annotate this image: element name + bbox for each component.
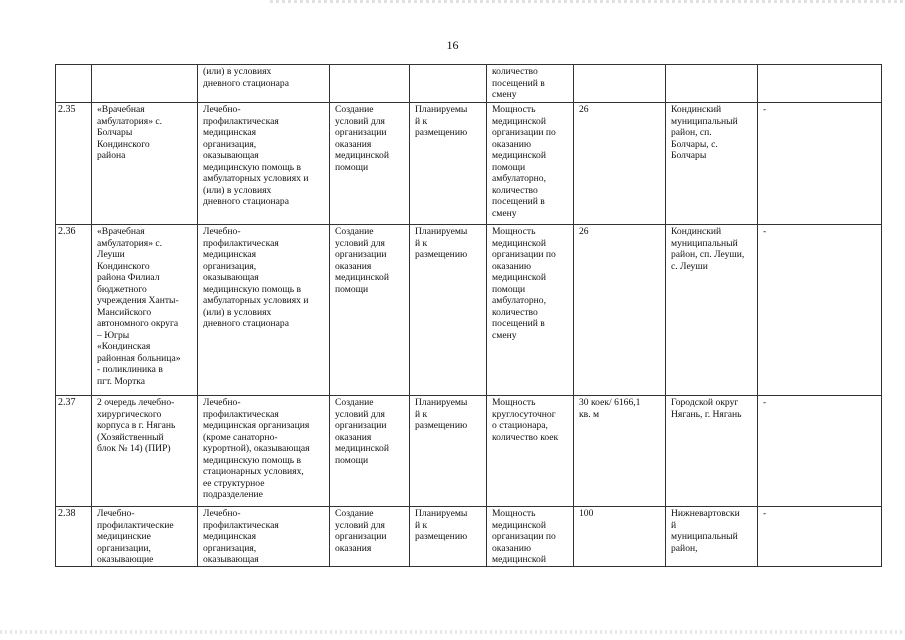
cell-status [410,65,487,103]
cell-purpose: Лечебно- профилактическая медицинская организация (кроме санаторно- курортной), оказывающая медицинскую помощь в стационарных условиях, ее структурное подразделение [198,396,330,507]
cell-zones: - [758,225,882,396]
cell-purpose: (или) в условиях дневного стационара [198,65,330,103]
cell-goal: Создание условий для организации оказания [330,507,410,567]
cell-goal [330,65,410,103]
table-row [56,225,882,396]
cell-location: Городской округ Нягань, г. Нягань [666,396,758,507]
cell-name: «Врачебная амбулатория» с. Болчары Кондинского района [92,103,198,225]
cell-purpose: Лечебно- профилактическая медицинская организация, оказывающая [198,507,330,567]
table-row-continuation [56,65,882,103]
cell-goal: Создание условий для организации оказания медицинской помощи [330,103,410,225]
cell-num: 2.36 [56,225,92,396]
table-row [56,396,882,507]
cell-characteristics: Мощность круглосуточног о стационара, количество коек [487,396,574,507]
cell-capacity: 26 [574,225,666,396]
objects-table [55,64,882,567]
scan-noise-top [270,0,905,3]
cell-name: Лечебно- профилактические медицинские организации, оказывающие [92,507,198,567]
cell-characteristics: Мощность медицинской организации по оказанию медицинской помощи амбулаторно, количество посещений в смену [487,103,574,225]
cell-name: «Врачебная амбулатория» с. Леуши Кондинского района Филиал бюджетного учреждения Ханты- Мансийского автономного округа – Югры «Кондинская районная больница» - поликлиника в пгт. Мортка [92,225,198,396]
page-number: 16 [446,38,459,52]
cell-status: Планируемы й к размещению [410,396,487,507]
cell-purpose: Лечебно- профилактическая медицинская организация, оказывающая медицинскую помощь в амбулаторных условиях и (или) в условиях дневного стационара [198,225,330,396]
table-row [56,507,882,567]
cell-zones [758,65,882,103]
cell-characteristics: Мощность медицинской организации по оказанию медицинской [487,507,574,567]
cell-capacity: 30 коек/ 6166,1 кв. м [574,396,666,507]
cell-capacity: 100 [574,507,666,567]
cell-zones: - [758,507,882,567]
cell-capacity [574,65,666,103]
cell-purpose: Лечебно- профилактическая медицинская организация, оказывающая медицинскую помощь в амбулаторных условиях и (или) в условиях дневного стационара [198,103,330,225]
cell-goal: Создание условий для организации оказания медицинской помощи [330,225,410,396]
cell-num: 2.35 [56,103,92,225]
cell-num [56,65,92,103]
cell-goal: Создание условий для организации оказания медицинской помощи [330,396,410,507]
cell-status: Планируемы й к размещению [410,103,487,225]
cell-characteristics: количество посещений в смену [487,65,574,103]
cell-characteristics: Мощность медицинской организации по оказанию медицинской помощи амбулаторно, количество посещений в смену [487,225,574,396]
cell-status: Планируемы й к размещению [410,507,487,567]
cell-zones: - [758,103,882,225]
cell-name: 2 очередь лечебно- хирургического корпуса в г. Нягань (Хозяйственный блок № 14) (ПИР) [92,396,198,507]
cell-location: Кондинский муниципальный район, сп. Болчары, с. Болчары [666,103,758,225]
cell-capacity: 26 [574,103,666,225]
cell-status: Планируемы й к размещению [410,225,487,396]
cell-location: Нижневартовски й муниципальный район, [666,507,758,567]
cell-location: Кондинский муниципальный район, сп. Леуши, с. Леуши [666,225,758,396]
cell-location [666,65,758,103]
scan-noise-bottom [0,630,905,634]
cell-num: 2.37 [56,396,92,507]
cell-num: 2.38 [56,507,92,567]
table-row [56,103,882,225]
cell-name [92,65,198,103]
cell-zones: - [758,396,882,507]
